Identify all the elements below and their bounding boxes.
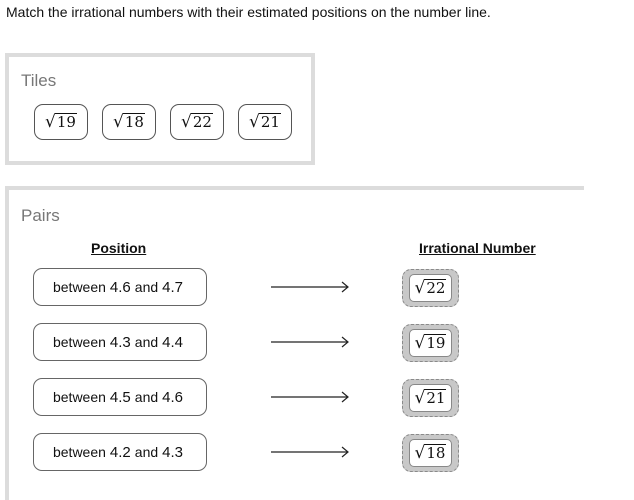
right-arrow-icon bbox=[271, 334, 351, 350]
radicand: 22 bbox=[192, 113, 212, 131]
position-low-value: 4.5 bbox=[109, 388, 131, 406]
sqrt-symbol: √ 22 bbox=[414, 278, 446, 298]
sqrt-symbol: √ 22 bbox=[181, 112, 212, 132]
position-box bbox=[33, 433, 207, 471]
drop-zone[interactable] bbox=[402, 379, 459, 417]
sqrt-symbol: √ 21 bbox=[414, 388, 446, 408]
instruction-text: Match the irrational numbers with their estimated positions on the number line. bbox=[6, 4, 491, 20]
pair-row bbox=[9, 268, 584, 308]
irrational-number-column-header: Irrational Number bbox=[419, 240, 536, 256]
position-prefix: between bbox=[52, 334, 106, 350]
radicand: 21 bbox=[260, 113, 280, 131]
position-high-value: 4.3 bbox=[162, 443, 183, 461]
right-arrow-icon bbox=[271, 444, 351, 460]
tile-sqrt-22[interactable] bbox=[170, 104, 224, 140]
pair-row bbox=[9, 323, 584, 363]
position-column-header: Position bbox=[91, 240, 147, 256]
radicand: 19 bbox=[56, 113, 76, 131]
right-arrow-icon bbox=[271, 389, 351, 405]
tile-sqrt-19[interactable] bbox=[34, 104, 88, 140]
position-prefix: between bbox=[52, 279, 106, 295]
sqrt-symbol: √ 19 bbox=[45, 112, 76, 132]
radicand: 22 bbox=[426, 279, 446, 297]
radicand: 19 bbox=[426, 334, 446, 352]
pairs-panel-title: Pairs bbox=[21, 206, 60, 225]
tile-sqrt-18[interactable] bbox=[102, 104, 156, 140]
position-high-value: 4.6 bbox=[162, 388, 183, 406]
position-box bbox=[33, 378, 207, 416]
position-conjunction: and bbox=[134, 444, 159, 460]
radicand: 18 bbox=[124, 113, 144, 131]
position-prefix: between bbox=[52, 389, 106, 405]
position-box bbox=[33, 268, 207, 306]
placed-tile[interactable] bbox=[409, 439, 452, 467]
placed-tile[interactable] bbox=[409, 384, 452, 412]
tiles-panel bbox=[5, 53, 315, 165]
pairs-panel bbox=[5, 186, 584, 500]
tiles-row bbox=[34, 104, 292, 140]
position-conjunction: and bbox=[134, 389, 159, 405]
radicand: 21 bbox=[426, 389, 446, 407]
position-conjunction: and bbox=[134, 334, 159, 350]
right-arrow-icon bbox=[271, 279, 351, 295]
position-box bbox=[33, 323, 207, 361]
sqrt-symbol: √ 21 bbox=[249, 112, 280, 132]
tile-sqrt-21[interactable] bbox=[238, 104, 292, 140]
drop-zone[interactable] bbox=[402, 269, 459, 307]
sqrt-symbol: √ 18 bbox=[113, 112, 144, 132]
position-low-value: 4.3 bbox=[109, 333, 131, 351]
placed-tile[interactable] bbox=[409, 274, 452, 302]
sqrt-symbol: √ 18 bbox=[414, 443, 446, 463]
tiles-panel-title: Tiles bbox=[21, 71, 57, 90]
radicand: 18 bbox=[426, 444, 446, 462]
drop-zone[interactable] bbox=[402, 434, 459, 472]
drop-zone[interactable] bbox=[402, 324, 459, 362]
placed-tile[interactable] bbox=[409, 329, 452, 357]
pair-row bbox=[9, 433, 584, 473]
position-conjunction: and bbox=[134, 279, 159, 295]
position-high-value: 4.4 bbox=[162, 333, 183, 351]
pair-row bbox=[9, 378, 584, 418]
position-prefix: between bbox=[52, 444, 106, 460]
position-high-value: 4.7 bbox=[162, 278, 183, 296]
position-low-value: 4.6 bbox=[109, 278, 131, 296]
sqrt-symbol: √ 19 bbox=[414, 333, 446, 353]
position-low-value: 4.2 bbox=[109, 443, 131, 461]
